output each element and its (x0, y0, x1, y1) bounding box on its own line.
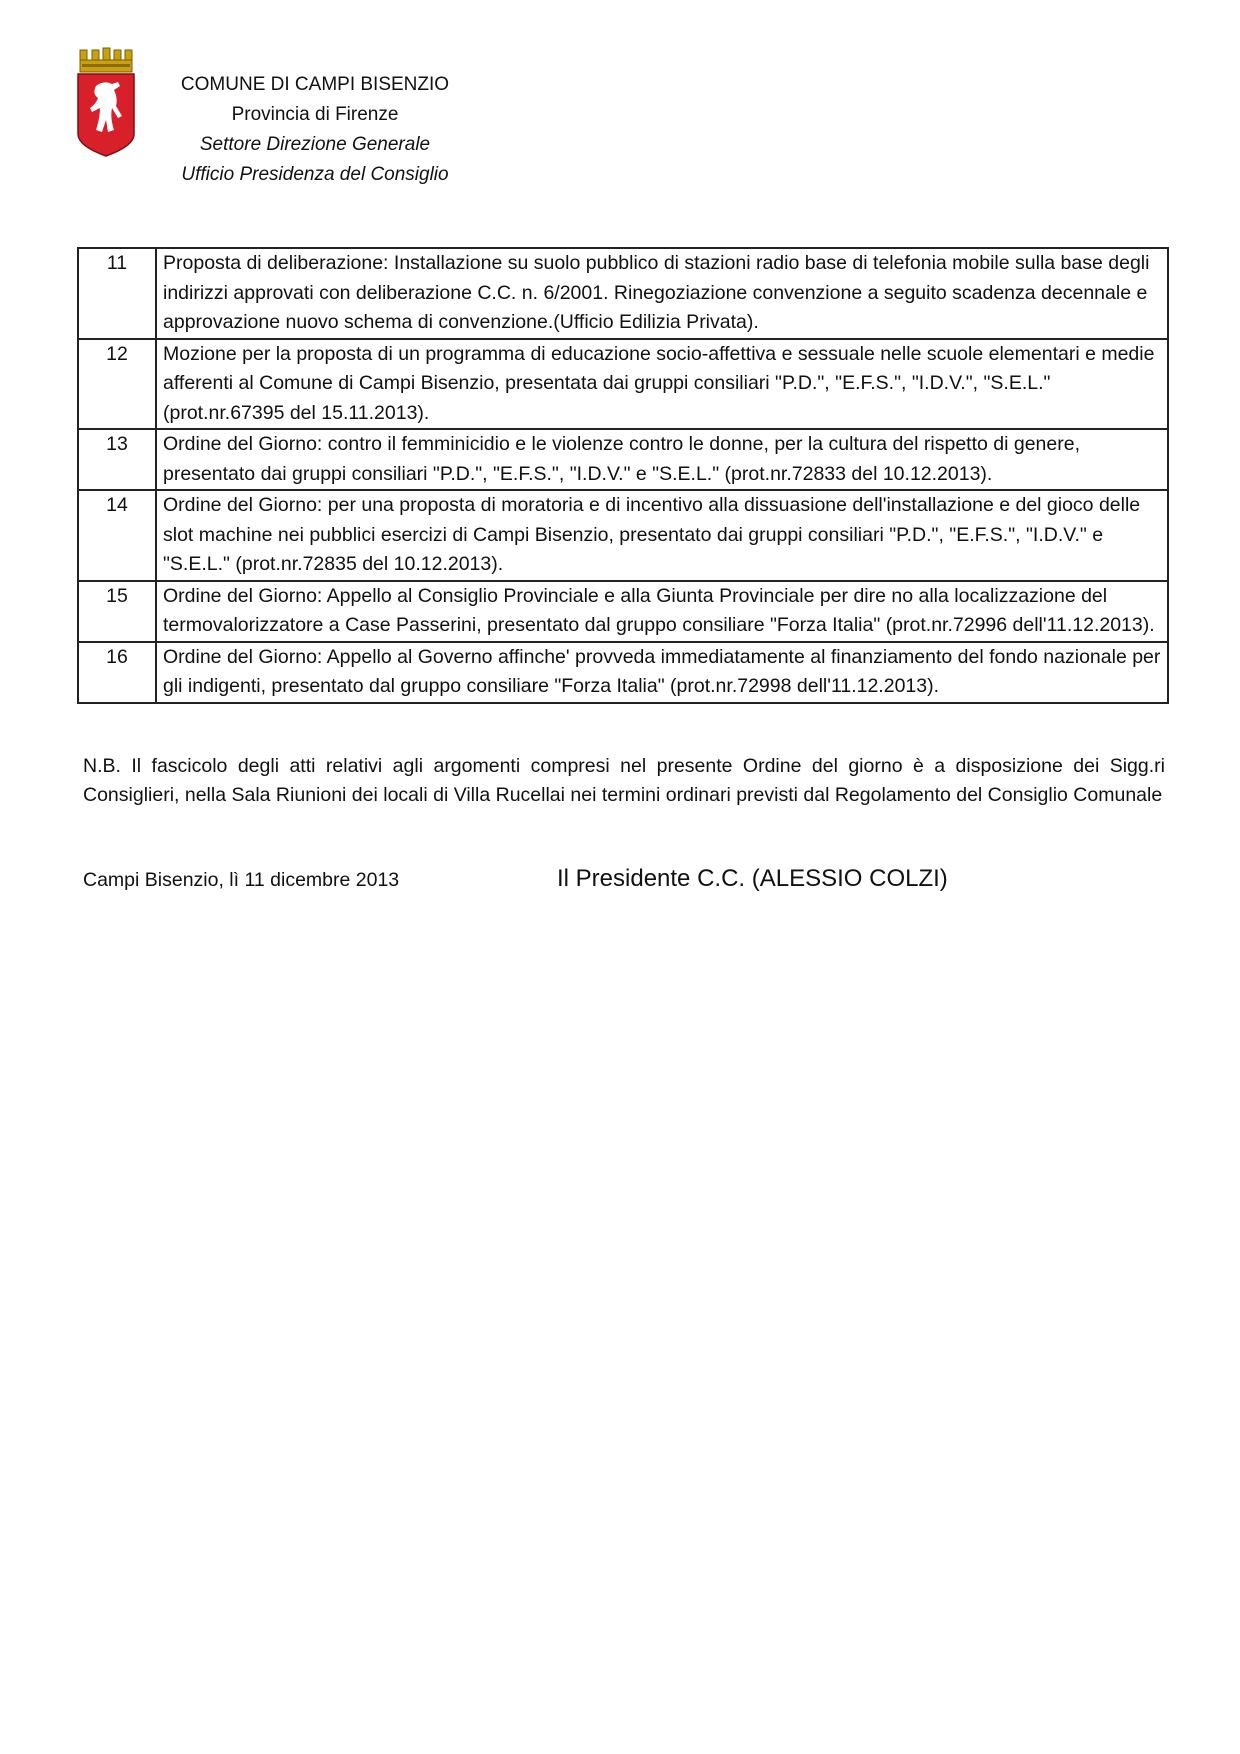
coat-of-arms-icon (74, 46, 138, 158)
table-row (78, 642, 1168, 703)
province-name: Provincia di Firenze (231, 104, 399, 125)
item-description: Mozione per la proposta di un programma di educazione socio-affettiva e sessuale nelle scuole elementari e medie afferenti al Comune di Campi Bisenzio, presentata dai gruppi consiliari "P.D.", "E.F.S.", "I.D.V.", "S.E.L." (prot.nr.67395 del 15.11.2013). (156, 339, 1168, 430)
table-row (78, 581, 1168, 642)
item-number: 11 (78, 248, 156, 339)
item-description: Proposta di deliberazione: Installazione su suolo pubblico di stazioni radio base di telefonia mobile sulla base degli indirizzi approvati con deliberazione C.C. n. 6/2001. Rinegoziazione convenzione a seguito scadenza decennale e approvazione nuovo schema di convenzione.(Ufficio Edilizia Privata). (156, 248, 1168, 339)
nb-note: N.B. Il fascicolo degli atti relativi agli argomenti compresi nel presente Ordine del giorno è a disposizione dei Sigg.ri Consiglieri, nella Sala Riunioni dei locali di Villa Rucellai nei termini ordinari previsti dal Regolamento del Consiglio Comunale (83, 755, 1165, 806)
header (150, 70, 480, 190)
item-number: 16 (78, 642, 156, 703)
item-description: Ordine del Giorno: Appello al Consiglio Provinciale e alla Giunta Provinciale per dire no alla localizzazione del termovalorizzatore a Case Passerini, presentato dal gruppo consiliare "Forza Italia" (prot.nr.72996 dell'11.12.2013). (156, 581, 1168, 642)
item-description: Ordine del Giorno: contro il femminicidio e le violenze contro le donne, per la cultura del rispetto di genere, presentato dai gruppi consiliari "P.D.", "E.F.S.", "I.D.V." e "S.E.L." (prot.nr.72833 del 10.12.2013). (156, 429, 1168, 490)
item-number: 14 (78, 490, 156, 581)
item-number: 15 (78, 581, 156, 642)
item-description: Ordine del Giorno: per una proposta di moratoria e di incentivo alla dissuasione dell'installazione e del gioco delle slot machine nei pubblici esercizi di Campi Bisenzio, presentato dai gruppi consiliari "P.D.", "E.F.S.", "I.D.V." e "S.E.L." (prot.nr.72835 del 10.12.2013). (156, 490, 1168, 581)
item-number: 13 (78, 429, 156, 490)
table-row (78, 429, 1168, 490)
agenda-table (77, 247, 1169, 704)
department-name: Settore Direzione Generale (199, 134, 431, 155)
office-name: Ufficio Presidenza del Consiglio (181, 164, 449, 185)
item-number: 12 (78, 339, 156, 430)
table-row (78, 490, 1168, 581)
president-signature: Il Presidente C.C. (ALESSIO COLZI) (557, 865, 948, 892)
table-row (78, 339, 1168, 430)
item-description: Ordine del Giorno: Appello al Governo affinche' provveda immediatamente al finanziamento del fondo nazionale per gli indigenti, presentato dal gruppo consiliare "Forza Italia" (prot.nr.72998 dell'11.12.2013). (156, 642, 1168, 703)
table-row (78, 248, 1168, 339)
municipality-name: COMUNE DI CAMPI BISENZIO (180, 74, 450, 95)
place-date: Campi Bisenzio, lì 11 dicembre 2013 (83, 869, 400, 891)
